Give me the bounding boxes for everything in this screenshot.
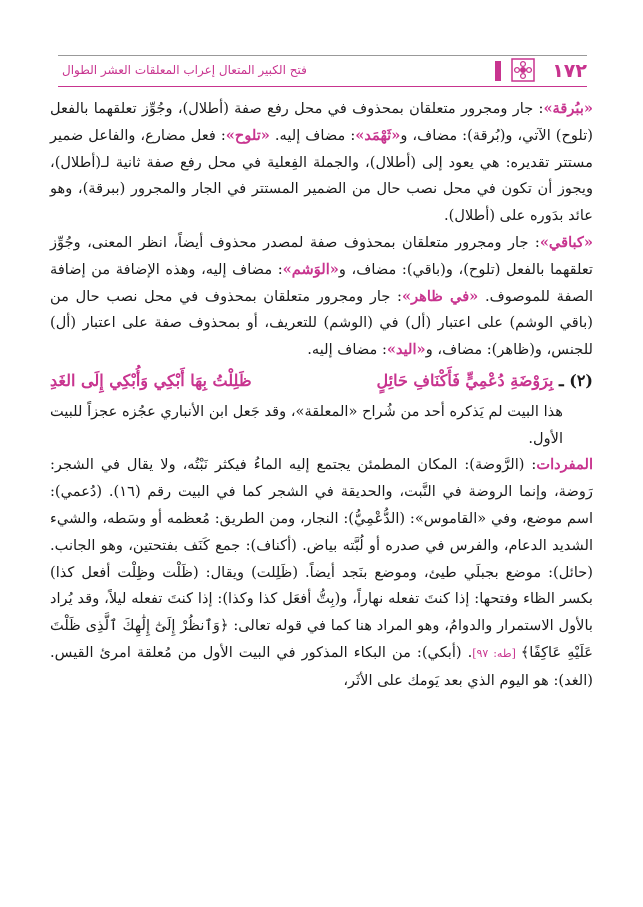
header-bottom-rule (58, 86, 587, 87)
flower-ornament-icon (511, 58, 535, 82)
text-run: ﴿وَٱنظُرْ إِلَىٰٓ إِلَٰهِكَ ٱلَّذِى ظَلْتَ عَلَيْهِ عَاكِفًا﴾ (50, 617, 593, 661)
keyword-term: المفردات (536, 456, 593, 474)
paragraph-vocabulary (50, 452, 593, 694)
keyword-term: «ثَهْمَد» (355, 126, 401, 144)
text-run: : (الرَّوضة): المكان المطمئن يجتمع إليه الماءُ فيكثر نَبْتُه، ولا يقال في الشجر: رَوضة، وإنما الروضة في النَّبت، والحديقة في الشجر كما في البيت رقم (١٦). (دُعمي): اسم موضع، وفي «القاموس»: (الدُّعْمِيُّ): النجار، ومن الطريق: مُعظمه أو وسَطه، والشيء الشديد الدعام، والفرس في صدره أو لُبَّته بياض. (أكناف): جمع كَنَف بفتحتين، وهو الجانب. (حائل): موضع بجبلَي طيئ، وموضع بنَجد أيضاً. (ظَلِلت) ويقال: (ظَلْت وظِلْت أفعل كذا) بكسر الظاء وفتحها: إذا كنتَ تفعله نهاراً، و(بِتُّ أفعَل كذا وكذا): إذا كنتَ تفعله ليلاً، وقد يُراد بالأول الاستمرار والدوامُ، وهو المراد هنا كما في قوله تعالى: (50, 456, 593, 635)
keyword-term: «تلوح» (225, 126, 270, 144)
text-run: : جار ومجرور متعلقان بمحذوف صفة لمصدر محذوف أيضاً، انظر المعنى، وجُوِّز تعلقهما بالفعل (تلوح)، و(باقي): مضاف، و (50, 233, 593, 278)
keyword-term: «اليد» (386, 341, 426, 359)
text-run: : مضاف إليه. (269, 126, 356, 144)
paragraph-ka-baqi (50, 230, 593, 364)
quran-reference: [طه: ٩٧] (472, 646, 521, 660)
text-run: هذا البيت لم يَذكره أحد من شُراح «المعلقة»، وقد جَعل ابن الأنباري عجُزه عجزاً للبيت الأول. (50, 402, 563, 447)
poem-verse (50, 368, 593, 395)
header-separator-bar (495, 61, 501, 81)
text-run: . (أبكي): من البكاء المذكور في البيت الأول من مُعلقة امرئ القيس. (الغد): هو اليوم الذي بعد يَومك على الأثَر، (50, 643, 593, 689)
paragraph-verse-note (50, 399, 593, 453)
text-run: : جار ومجرور متعلقان بمحذوف في محل رفع صفة (أطلال)، وجُوِّز تعلقهما بالفعل (تلوح) الآتي، و(بُرقة): مضاف، و (50, 100, 593, 144)
text-run: : مضاف إليه، وهذه الإضافة من إضافة الصفة للموصوف. (50, 260, 593, 305)
text-run: : جار ومجرور متعلقان بمحذوف في محل نصب حال من (باقي الوشم) على اعتبار (أل) في (الوشم) للتعريف، أو بمحذوف صفة على اعتبار (أل) للجنس، و(ظاهر): مضاف، و (50, 287, 593, 359)
running-header (58, 55, 587, 87)
keyword-term: «ببُرقة» (543, 100, 593, 117)
page-body (50, 96, 593, 695)
verse-first-hemistich: بِرَوْضَةِ دُعْمِيٍّ فَأَكْنَافِ حَائِلٍ (376, 370, 554, 390)
keyword-term: «كباقي» (539, 233, 593, 251)
header-top-rule (58, 55, 587, 56)
keyword-term: «في ظاهر» (401, 287, 479, 305)
verse-first-hemistich-group (377, 368, 593, 395)
book-title: فتح الكبير المتعال إعراب المعلقات العشر الطوال (62, 63, 307, 77)
text-run: : مضاف إليه. (307, 341, 387, 359)
page-number: ١٧٢ (552, 60, 587, 82)
verse-second-hemistich: ظَلِلْتُ بِهَا أَبْكِي وَأُبْكِي إِلَى الغَدِ (50, 370, 252, 390)
keyword-term: «الوَشم» (282, 260, 339, 278)
text-run: : فعل مضارع، والفاعل ضمير مستتر تقديره: هي يعود إلى (أطلال)، والجملة الفِعلية في محل رفع صفة ثانية لـ(أطلال)، ويجوز أن تكون في محل نصب حال من الضمير المستتر في الجار والمجرور (ببرقة)، وهو عائد بدَوره على (أطلال). (50, 126, 593, 225)
paragraph-bi-burqa (50, 96, 593, 230)
verse-number: (٢) ـ (559, 370, 593, 390)
